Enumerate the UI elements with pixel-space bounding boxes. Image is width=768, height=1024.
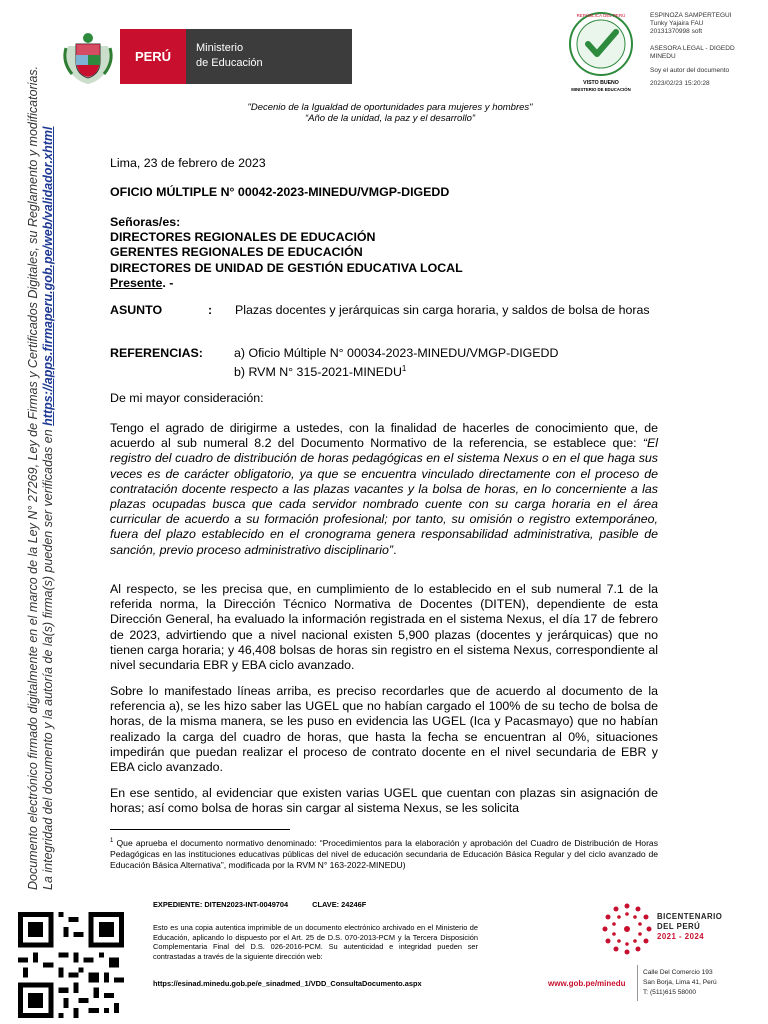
slogan-line-1: "Decenio de la Igualdad de oportunidades para mujeres y hombres" bbox=[247, 102, 533, 113]
validator-link[interactable]: https://apps.firmaperu.gob.pe/web/validador.xhtml bbox=[41, 126, 55, 426]
salutation: Señoras/es: bbox=[110, 215, 181, 229]
signer-statement: Soy el autor del documento bbox=[650, 67, 730, 74]
qr-code-icon bbox=[18, 912, 124, 1018]
presente-suffix: . - bbox=[162, 275, 174, 290]
reference-b: b) RVM N° 315-2021-MINEDU bbox=[234, 365, 402, 380]
reference-a: a) Oficio Múltiple N° 00034-2023-MINEDU/VMGP-DIGEDD bbox=[234, 346, 559, 360]
address-line: San Borja, Lima 41, Perú bbox=[643, 979, 717, 986]
paragraph-1 bbox=[110, 421, 658, 558]
peru-label: PERÚ bbox=[134, 49, 172, 64]
asunto-label: ASUNTO bbox=[110, 303, 163, 317]
signer-role: MINEDU bbox=[650, 53, 676, 60]
signer-datetime: 2023/02/23 15:20:28 bbox=[650, 80, 710, 87]
expediente: EXPEDIENTE: DITEN2023-INT-0049704 bbox=[153, 900, 289, 909]
signer-line: 20131370998 soft bbox=[650, 28, 703, 35]
asunto-colon: : bbox=[208, 303, 213, 317]
verification-url[interactable]: https://esinad.minedu.gob.pe/e_sinadmed_1/VDD_ConsultaDocumento.aspx bbox=[153, 979, 422, 988]
bicentenario-text bbox=[657, 912, 722, 942]
address-line: T: (511)615 58000 bbox=[643, 989, 697, 996]
national-coat-of-arms-icon bbox=[60, 28, 116, 86]
clave: CLAVE: 24246F bbox=[312, 900, 367, 909]
paragraph-3: Sobre lo manifestado líneas arriba, es preciso recordarles que de acuerdo al documento de la referencia a), se les hizo saber las UGEL que no habían cargado el 100% de su techo de bolsa de horas, de la misma manera, se les puso en evidencia las UGEL (Ica y Pacasmayo) que no habían realizado la carga del cuadro de horas, que hasta la fecha se encuentran al 0%, situaciones impedirán que puedan realizar el proceso de contrato docente en el nivel secundaria de EBR y EBA ciclo avanzado. bbox=[110, 684, 658, 775]
digital-signature-info bbox=[650, 12, 762, 88]
authenticity-notice: Esto es una copia autentica imprimible de un documento electrónico archivado en el Ministerio de Educación, aplicando lo dispuesto por el Art. 25 de D.S. 070-2013-PCM y la Tercera Disposición Complementaria Final del D.S. 026-2016-PCM. Su autenticidad e integridad pueden ser contrastadas a través de la siguiente dirección web: bbox=[153, 923, 478, 961]
footnote-text: Que aprueba el documento normativo denominado: “Procedimientos para la elaboración y aprobación del Cuadro de Distribución de Horas Pedagógicas en las instituciones educativas públicas del nivel de educación secundaria de Educación Básica Regular y del ciclo avanzado de Educación Básica Alternativa”, modificada por la RVM N° 163-2022-MINEDU) bbox=[110, 837, 659, 870]
oficio-number: OFICIO MÚLTIPLE N° 00042-2023-MINEDU/VMGP-DIGEDD bbox=[110, 185, 450, 199]
reference-b-line bbox=[234, 361, 658, 380]
peru-brand-block bbox=[120, 29, 186, 84]
paragraph-1-quote: “El registro del cuadro de distribución de horas pedagógicas en el sistema Nexus o en el que haga sus veces es de carácter obligatorio, ya que se encuentra vinculado directamente con el proceso de contratación docente respecto a las plazas vacantes y la bolsa de horas, en lo concerniente a las plazas ocupadas busca que cada servidor nombrado cuente con su carga horaria en el área curricular de acuerdo a su formación profesional; por tanto, su omisión o registro extemporáneo, fuera del plazo establecido en el cronograma genera responsabilidad administrativa, pasible de sanción, previo proceso administrativo disciplinario” bbox=[110, 436, 658, 557]
greeting: De mi mayor consideración: bbox=[110, 391, 264, 405]
address-divider bbox=[637, 965, 638, 1001]
paragraph-1-end: . bbox=[393, 542, 397, 557]
recipient: DIRECTORES DE UNIDAD DE GESTIÓN EDUCATIVA LOCAL bbox=[110, 260, 463, 275]
place-date: Lima, 23 de febrero de 2023 bbox=[110, 156, 266, 170]
vertical-signature-notice bbox=[26, 65, 56, 890]
visto-ministry-text: MINISTERIO DE EDUCACIÓN bbox=[571, 87, 631, 92]
presente: Presente bbox=[110, 275, 163, 290]
gob-pe-link[interactable]: www.gob.pe/minedu bbox=[548, 979, 626, 988]
footnote-divider bbox=[110, 829, 290, 830]
recipient: DIRECTORES REGIONALES DE EDUCACIÓN bbox=[110, 230, 376, 245]
slogan bbox=[160, 102, 620, 124]
visto-bueno-text: VISTO BUENO bbox=[583, 80, 619, 86]
address-line: Calle Del Comercio 193 bbox=[643, 969, 713, 976]
paragraph-1-intro: Tengo el agrado de dirigirme a ustedes, con la finalidad de hacerles de conocimiento que, de acuerdo al sub numeral 8.2 del Documento Normativo de la referencia, se establece que: bbox=[110, 421, 658, 451]
referencias-values bbox=[234, 346, 658, 381]
slogan-line-2: “Año de la unidad, la paz y el desarrollo” bbox=[304, 113, 476, 124]
asunto-text: Plazas docentes y jerárquicas sin carga horaria, y saldos de bolsa de horas bbox=[235, 303, 650, 317]
expediente-line bbox=[153, 900, 390, 909]
bicentenario-emblem-icon bbox=[598, 900, 656, 958]
footnote bbox=[110, 836, 658, 871]
ministry-address bbox=[643, 968, 717, 998]
side-line-2-text: La integridad del documento y la autoría de la(s) firma(s) pueden ser verificadas en bbox=[41, 425, 55, 890]
addressees bbox=[110, 215, 658, 291]
ministry-brand-block bbox=[186, 29, 352, 84]
seal-top-text: REPÚBLICA DEL PERÚ bbox=[576, 13, 626, 18]
bicentenario-years: 2021 - 2024 bbox=[657, 932, 705, 941]
footnote-mark: 1 bbox=[110, 838, 114, 844]
footnote-ref: 1 bbox=[401, 364, 407, 374]
paragraph-4: En ese sentido, al evidenciar que existen varias UGEL que cuentan con plazas sin asignación de horas; así como bolsa de horas sin cargar al sistema Nexus, se les solicita bbox=[110, 786, 658, 816]
bicentenario-line-1: BICENTENARIO bbox=[657, 912, 723, 921]
side-line-2 bbox=[41, 70, 56, 890]
signer-role: ASESORA LEGAL - DIGEDD bbox=[650, 45, 735, 52]
paragraph-2: Al respecto, se les precisa que, en cumplimiento de lo establecido en el sub numeral 7.1 de la referida norma, la Dirección Técnico Normativa de Docentes (DITEN), dependiente de esta Dirección General, ha evaluado la información registrada en el sistema Nexus, el día 17 de febrero de 2023, advirtiendo que a nivel nacional existen 5,900 plazas (docentes y jerárquicas) que no tienen carga horaria; y 46,408 bolsas de horas sin registro en el sistema Nexus, correspondiente al nivel secundaria EBR y EBA ciclo avanzado. bbox=[110, 582, 658, 673]
side-line-1: Documento electrónico firmado digitalmente en el marco de la Ley N° 27269, Ley de Firmas y Certificados Digitales, su Reglamento y modificatorias. bbox=[26, 65, 40, 890]
presente-line bbox=[110, 276, 658, 291]
ministry-line-1: Ministerio bbox=[196, 42, 244, 54]
ministry-line-2: de Educación bbox=[196, 57, 263, 69]
visto-bueno-seal bbox=[566, 8, 636, 96]
bicentenario-line-2: DEL PERÚ bbox=[657, 922, 701, 931]
signer-line: ESPINOZA SAMPERTEGUI bbox=[650, 12, 732, 19]
recipient: GERENTES REGIONALES DE EDUCACIÓN bbox=[110, 245, 363, 260]
signer-line: Tunky Yajaira FAU bbox=[650, 20, 704, 27]
referencias-label: REFERENCIAS: bbox=[110, 346, 203, 360]
